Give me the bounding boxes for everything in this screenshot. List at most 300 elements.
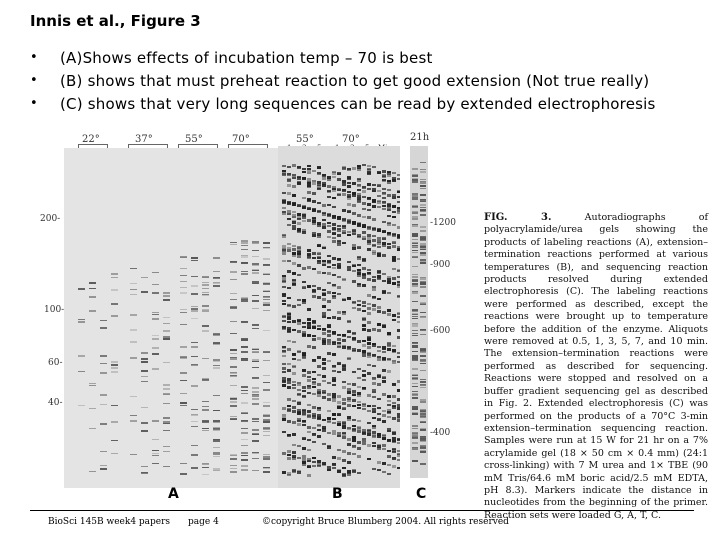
gel-band xyxy=(347,182,351,184)
gel-band xyxy=(307,404,311,406)
gel-band xyxy=(337,194,341,196)
gel-band xyxy=(282,249,286,252)
gel-band xyxy=(252,256,259,257)
gel-band xyxy=(327,339,331,341)
gel-band xyxy=(327,282,331,284)
gel-band xyxy=(287,192,291,195)
gel-band xyxy=(412,448,418,450)
gel-band xyxy=(213,367,220,369)
gel-band xyxy=(317,233,321,236)
gel-band xyxy=(191,293,198,295)
gel-band xyxy=(357,264,361,266)
gel-band xyxy=(141,407,148,408)
gel-band xyxy=(287,321,291,323)
gel-band xyxy=(332,176,336,178)
gel-band xyxy=(89,428,96,429)
gel-band xyxy=(302,171,306,173)
gel-band xyxy=(130,283,137,284)
gel-band xyxy=(307,172,311,174)
gel-band xyxy=(287,348,291,351)
bullet-list xyxy=(30,46,710,115)
gel-band xyxy=(342,368,346,371)
gel-band xyxy=(412,386,418,387)
gel-band xyxy=(362,440,366,442)
gel-band xyxy=(382,197,386,199)
gel-band xyxy=(302,214,306,217)
gel-band xyxy=(111,361,118,363)
gel-band xyxy=(130,268,137,269)
size-marker-40: 40- xyxy=(48,398,63,408)
gel-band xyxy=(377,383,381,386)
gel-band xyxy=(332,467,336,469)
gel-band xyxy=(357,401,361,403)
gel-band xyxy=(202,310,209,312)
gel-band xyxy=(89,383,96,384)
gel-band xyxy=(78,321,85,323)
gel-band xyxy=(412,437,418,439)
gel-band xyxy=(287,386,291,389)
gel-band xyxy=(111,277,118,278)
gel-band xyxy=(352,394,356,396)
gel-band xyxy=(241,445,248,446)
gel-band xyxy=(312,220,316,223)
gel-band xyxy=(263,351,270,353)
gel-band xyxy=(180,287,187,288)
gel-band xyxy=(382,380,386,383)
gel-band xyxy=(412,283,418,285)
gel-band xyxy=(420,370,426,371)
gel-band xyxy=(387,209,391,211)
gel-band xyxy=(312,359,316,361)
gel-band xyxy=(230,468,237,469)
gel-band xyxy=(302,455,306,458)
gel-band xyxy=(352,193,356,195)
gel-band xyxy=(412,179,418,181)
gel-band xyxy=(420,334,426,335)
gel-band xyxy=(317,271,321,274)
gel-band xyxy=(382,238,386,240)
gel-band xyxy=(420,379,426,380)
gel-band xyxy=(241,393,248,394)
gel-band xyxy=(357,166,361,169)
gel-band xyxy=(322,261,326,264)
gel-band xyxy=(387,181,391,184)
gel-band xyxy=(202,463,209,464)
gel-band xyxy=(382,174,386,177)
gel-band xyxy=(412,326,418,327)
gel-band xyxy=(377,195,381,197)
gel-band xyxy=(342,180,346,183)
gel-band xyxy=(191,356,198,357)
gel-band xyxy=(362,202,366,205)
gel-band xyxy=(263,310,270,311)
gel-band xyxy=(382,462,386,465)
gel-band xyxy=(152,463,159,464)
gel-lane xyxy=(342,156,346,476)
gel-band xyxy=(213,283,220,284)
gel-band xyxy=(420,447,426,448)
gel-band xyxy=(420,185,426,187)
gel-band xyxy=(282,303,286,305)
gel-band xyxy=(317,167,321,169)
gel-band xyxy=(420,254,426,256)
gel-band xyxy=(382,471,386,473)
gel-band xyxy=(152,450,159,451)
gel-band xyxy=(202,309,209,310)
gel-band xyxy=(347,168,351,170)
gel-band xyxy=(213,271,220,272)
gel-band xyxy=(337,188,341,191)
gel-band xyxy=(130,454,137,455)
gel-band xyxy=(382,290,386,293)
gel-band xyxy=(362,164,366,166)
gel-band xyxy=(322,204,326,207)
gel-lane xyxy=(357,156,361,476)
gel-band xyxy=(287,457,291,460)
gel-band xyxy=(327,255,331,257)
gel-lane xyxy=(78,158,85,476)
gel-band xyxy=(191,414,198,415)
gel-band xyxy=(202,277,209,278)
gel-band xyxy=(322,272,326,274)
gel-band xyxy=(387,215,391,217)
gel-band xyxy=(377,374,381,377)
gel-band xyxy=(230,454,237,456)
gel-band xyxy=(327,272,331,275)
gel-lane xyxy=(302,156,306,476)
gel-band xyxy=(420,182,426,184)
gel-band xyxy=(397,356,400,358)
gel-band xyxy=(397,178,400,180)
gel-band xyxy=(292,221,296,224)
gel-band xyxy=(420,355,426,357)
gel-band xyxy=(392,362,396,364)
gel-band xyxy=(387,400,391,402)
gel-band xyxy=(191,426,198,427)
gel-band xyxy=(241,242,248,244)
gel-band xyxy=(191,342,198,343)
gel-band xyxy=(387,370,391,373)
gel-band xyxy=(282,431,286,433)
gel-band xyxy=(327,398,331,401)
gel-band xyxy=(372,252,376,255)
gel-band xyxy=(337,276,341,278)
gel-band xyxy=(332,379,336,382)
gel-band xyxy=(152,420,159,422)
gel-band xyxy=(382,444,386,447)
gel-band xyxy=(397,380,400,383)
gel-band xyxy=(372,239,376,242)
gel-band xyxy=(89,408,96,409)
gel-band xyxy=(111,421,118,423)
gel-band xyxy=(382,420,386,423)
gel-band xyxy=(89,310,96,312)
gel-band xyxy=(252,377,259,379)
gel-band xyxy=(372,328,376,331)
gel-band xyxy=(377,190,381,192)
gel-band xyxy=(163,417,170,419)
gel-band xyxy=(337,470,341,473)
gel-lane xyxy=(367,156,371,476)
gel-band xyxy=(111,367,118,369)
gel-band xyxy=(347,399,351,402)
gel-band xyxy=(297,222,301,225)
gel-band xyxy=(297,359,301,361)
gel-band xyxy=(241,439,248,440)
gel-band xyxy=(230,358,237,360)
gel-band xyxy=(342,278,346,280)
gel-band xyxy=(397,276,400,278)
gel-band xyxy=(347,336,351,338)
gel-band xyxy=(372,445,376,447)
gel-band xyxy=(387,222,391,224)
gel-band xyxy=(357,395,361,397)
gel-band xyxy=(180,402,187,404)
gel-band xyxy=(191,385,198,387)
gel-band xyxy=(392,282,396,285)
gel-band xyxy=(327,432,331,434)
gel-band xyxy=(347,427,351,429)
gel-band xyxy=(420,239,426,241)
gel-band xyxy=(372,442,376,444)
gel-band xyxy=(302,301,306,304)
gel-band xyxy=(282,328,286,330)
gel-band xyxy=(282,165,286,167)
gel-band xyxy=(347,391,351,394)
gel-band xyxy=(332,267,336,269)
gel-band xyxy=(130,314,137,316)
gel-band xyxy=(317,260,321,262)
gel-band xyxy=(111,405,118,406)
size-marker-1200: -1200 xyxy=(430,218,456,228)
gel-band xyxy=(377,200,381,202)
gel-band xyxy=(352,470,356,473)
gel-band xyxy=(367,216,371,219)
gel-band xyxy=(372,435,376,438)
gel-lane xyxy=(287,156,291,476)
gel-band xyxy=(362,408,366,410)
gel-band xyxy=(352,270,356,272)
gel-band xyxy=(213,447,220,448)
gel-band xyxy=(327,410,331,412)
gel-band xyxy=(322,367,326,370)
gel-band xyxy=(352,247,356,250)
gel-band xyxy=(362,318,366,320)
gel-band xyxy=(352,233,356,235)
gel-band xyxy=(252,421,259,422)
gel-band xyxy=(202,467,209,468)
gel-band xyxy=(297,409,301,411)
gel-band xyxy=(263,435,270,436)
gel-band xyxy=(282,407,286,410)
gel-band xyxy=(377,185,381,187)
gel-band xyxy=(357,308,361,311)
gel-band xyxy=(392,314,396,317)
gel-band xyxy=(263,454,270,455)
gel-band xyxy=(241,339,248,341)
gel-band xyxy=(317,172,321,174)
gel-band xyxy=(202,292,209,293)
gel-band xyxy=(322,305,326,308)
gel-band xyxy=(382,205,386,207)
gel-band xyxy=(377,445,381,448)
gel-band xyxy=(297,319,301,321)
gel-band xyxy=(282,281,286,283)
gel-band xyxy=(342,313,346,315)
gel-band xyxy=(213,410,220,411)
gel-band xyxy=(292,341,296,343)
gel-band xyxy=(163,330,170,332)
gel-band xyxy=(412,235,418,237)
gel-band xyxy=(382,438,386,440)
gel-band xyxy=(392,277,396,280)
gel-band xyxy=(367,342,371,344)
gel-band xyxy=(352,333,356,335)
gel-band xyxy=(347,203,351,206)
gel-band xyxy=(263,420,270,421)
gel-band xyxy=(377,419,381,421)
gel-band xyxy=(382,188,386,190)
gel-band xyxy=(191,409,198,410)
gel-band xyxy=(180,393,187,394)
gel-band xyxy=(213,440,220,442)
figure-caption xyxy=(484,212,708,522)
gel-band xyxy=(292,455,296,458)
gel-band xyxy=(412,343,418,344)
gel-band xyxy=(332,197,336,199)
gel-band xyxy=(287,314,291,316)
gel-band xyxy=(252,367,259,368)
gel-band xyxy=(412,252,418,253)
gel-band xyxy=(332,186,336,188)
size-marker-400: -400 xyxy=(430,428,451,438)
gel-band xyxy=(191,467,198,469)
gel-band xyxy=(100,394,107,396)
gel-band xyxy=(367,303,371,305)
gel-band xyxy=(287,331,291,333)
gel-band xyxy=(230,375,237,377)
gel-band xyxy=(412,225,418,227)
gel-band xyxy=(357,407,361,409)
gel-band xyxy=(312,461,316,463)
gel-band xyxy=(163,394,170,395)
gel-band xyxy=(342,408,346,410)
gel-band xyxy=(230,471,237,473)
gel-band xyxy=(367,307,371,310)
gel-band xyxy=(332,240,336,243)
gel-band xyxy=(89,288,96,289)
gel-band xyxy=(352,204,356,207)
gel-band xyxy=(347,185,351,188)
gel-band xyxy=(412,318,418,319)
gel-band xyxy=(362,216,366,218)
gel-band xyxy=(377,310,381,313)
gel-band xyxy=(252,470,259,471)
gel-band xyxy=(307,308,311,311)
gel-band xyxy=(263,330,270,331)
gel-band xyxy=(337,435,341,437)
gel-band xyxy=(252,351,259,353)
gel-band xyxy=(287,224,291,226)
gel-band xyxy=(141,376,148,377)
gel-band xyxy=(292,366,296,368)
gel-band xyxy=(377,433,381,436)
gel-band xyxy=(230,244,237,245)
gel-band xyxy=(152,314,159,315)
gel-band xyxy=(180,405,187,406)
gel-band xyxy=(111,315,118,317)
gel-band xyxy=(362,305,366,307)
gel-band xyxy=(252,264,259,266)
gel-band xyxy=(292,194,296,197)
gel-band xyxy=(387,404,391,406)
gel-band xyxy=(317,257,321,259)
gel-band xyxy=(230,293,237,294)
gel-band xyxy=(263,243,270,244)
gel-band xyxy=(372,408,376,411)
gel-band xyxy=(337,286,341,289)
gel-band xyxy=(263,428,270,430)
gel-band xyxy=(347,438,351,441)
gel-band xyxy=(307,249,311,252)
gel-band xyxy=(287,202,291,205)
gel-band xyxy=(412,397,418,399)
gel-band xyxy=(312,465,316,467)
gel-band xyxy=(111,289,118,291)
gel-band xyxy=(263,471,270,473)
gel-band xyxy=(312,378,316,380)
gel-band xyxy=(230,385,237,386)
gel-band xyxy=(263,375,270,376)
bullet-text: (C) shows that very long sequences can be read by extended electrophoresis xyxy=(60,94,656,113)
gel-band xyxy=(287,173,291,176)
gel-band xyxy=(282,213,286,215)
gel-band xyxy=(230,271,237,273)
gel-band xyxy=(412,335,418,336)
gel-band xyxy=(230,419,237,420)
gel-band xyxy=(420,230,426,232)
gel-band xyxy=(230,321,237,322)
gel-band xyxy=(78,288,85,290)
gel-panel-c xyxy=(410,146,428,478)
gel-band xyxy=(342,242,346,244)
gel-band xyxy=(332,365,336,368)
gel-band xyxy=(292,262,296,265)
gel-band xyxy=(282,350,286,353)
gel-band xyxy=(302,369,306,372)
size-marker-100: 100- xyxy=(44,305,65,315)
gel-band xyxy=(213,422,220,423)
gel-band xyxy=(180,463,187,464)
gel-band xyxy=(302,229,306,232)
gel-band xyxy=(252,243,259,244)
gel-band xyxy=(252,387,259,389)
gel-band xyxy=(377,350,381,352)
gel-band xyxy=(352,307,356,309)
gel-band xyxy=(337,334,341,336)
gel-band xyxy=(367,272,371,274)
gel-band xyxy=(362,432,366,435)
gel-band xyxy=(397,321,400,323)
gel-band xyxy=(322,184,326,187)
gel-band xyxy=(327,225,331,227)
gel-band xyxy=(412,242,418,244)
gel-band xyxy=(412,413,418,415)
gel-band xyxy=(342,436,346,439)
gel-band xyxy=(130,341,137,343)
gel-band xyxy=(357,441,361,444)
gel-band xyxy=(397,459,400,461)
